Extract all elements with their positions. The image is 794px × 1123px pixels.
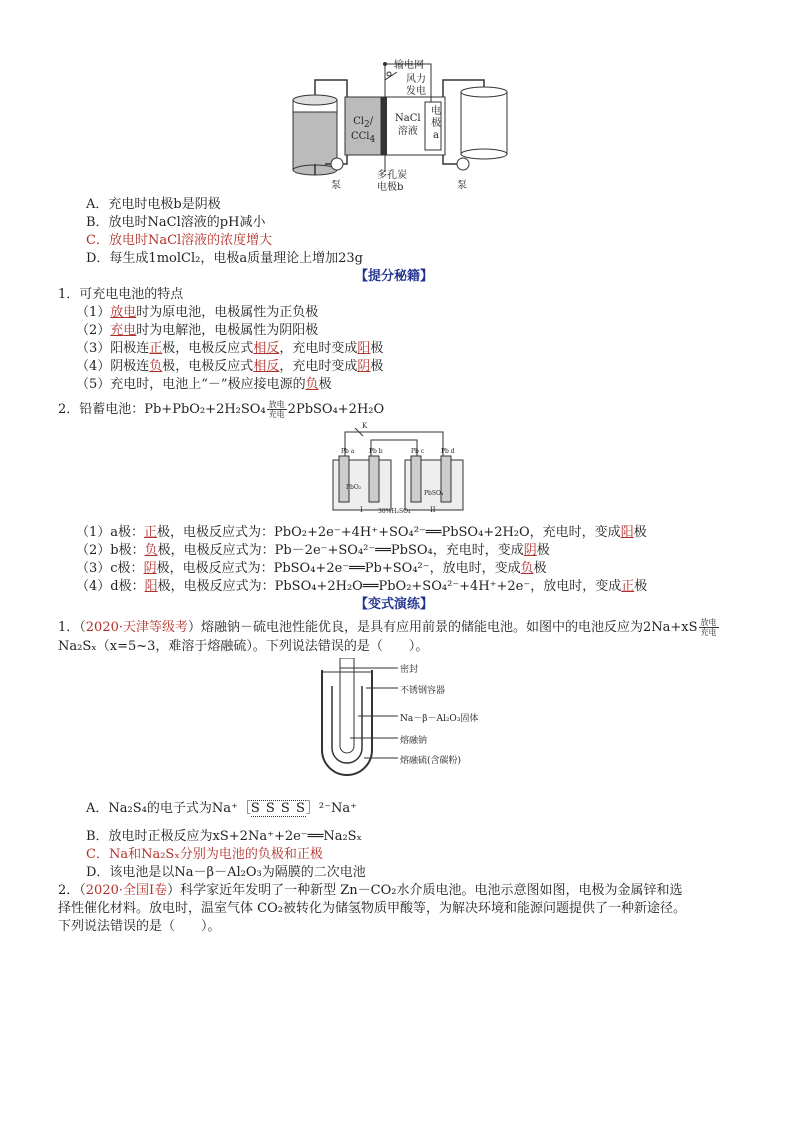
q1-line-2: Na₂Sₓ（x=5~3，难溶于熔融硫）。下列说法错误的是（ ）。 (58, 639, 429, 654)
lead-heading: 2．铅蓄电池：Pb+PbO₂+2H₂SO₄ $\frac{\text{放电}}{\text{充电}}$ 2PbSO₄+2H₂O (58, 400, 385, 419)
label-na: 熔融钠 (400, 736, 428, 746)
lead-fig-k: K (362, 422, 368, 430)
lead-fig-pb-c: Pb c (411, 448, 425, 455)
lead-battery-figure (325, 424, 465, 516)
lead-rule-1: （1）a极：正极，电极反应式为：PbO₂+2e⁻+4H⁺+SO₄²⁻══PbSO₄+2H₂O，充电时，变成阳极 (76, 525, 647, 540)
reaction-arrow: $\frac{\text{放电}}{\text{充电}}$ (268, 400, 285, 419)
section-title-tips: 【提分秘籍】 (355, 269, 434, 284)
lead-rule-2: （2）b极：负极，电极反应式为：Pb－2e⁻+SO₄²⁻══PbSO₄，充电时，变成阴极 (76, 543, 550, 558)
q1-reaction-arrow: $\frac{\text{放电}}{\text{充电}}$ (700, 618, 717, 637)
fig1-right-cell-label: NaCl 溶液 (395, 113, 421, 137)
fig1-electrode-b: 多孔炭 电极b (377, 170, 407, 193)
q1-option-b: B．放电时正极反应为xS+2Na⁺+2e⁻══Na₂Sₓ (86, 829, 363, 844)
lead-fig-pb-d: Pb d (441, 448, 455, 455)
electron-dots: S S S S (250, 801, 306, 816)
label-container: 不锈钢容器 (400, 686, 446, 696)
fig1-pump-left: 泵 (331, 180, 341, 191)
na-s-leader-lines (350, 664, 400, 774)
fig1-wind-label-2: 发电 (406, 86, 426, 97)
tip-3: （3）阳极连正极，电极反应式相反，充电时变成阳极 (76, 341, 384, 356)
q1-line-1: 1．（2020·天津等级考）熔融钠－硫电池性能优良，是具有应用前景的储能电池。如图中的电池反应为2Na+xS $\frac{\text{放电}}{\text{充电}}$ (58, 618, 717, 637)
label-s: 熔融硫(含碳粉) (400, 756, 462, 766)
lead-rule-4: （4）d极：阳极，电极反应式为：PbSO₄+2H₂O══PbO₂+SO₄²⁻+4H⁺+2e⁻，放电时，变成正极 (76, 579, 648, 594)
tip-5: （5）充电时，电池上“－”极应接电源的负极 (76, 377, 332, 392)
lead-fig-pbo2: PbO₂ (346, 484, 362, 491)
lead-fig-pb-b: Pb b (369, 448, 383, 455)
section-title-practice: 【变式演练】 (355, 597, 434, 612)
fig1-electrode-a: 电 极 a (431, 106, 441, 141)
fig1-pump-right: 泵 (457, 180, 467, 191)
q2-line-2: 择性催化材料。放电时，温室气体 CO₂被转化为储氢物质甲酸等，为解决环境和能源问题提供了一种新途径。 (58, 901, 686, 916)
lead-rule-3: （3）c极：阴极，电极反应式为：PbSO₄+2e⁻══Pb+SO₄²⁻，放电时，变成负极 (76, 561, 547, 576)
lead-fig-II: II (430, 506, 436, 514)
option-b: B．放电时NaCl溶液的pH减小 (86, 215, 266, 230)
label-seal: 密封 (400, 665, 419, 675)
lead-fig-acid: 30%H₂SO₄ (378, 508, 411, 515)
q1-option-a: A．Na₂S₄的电子式为Na⁺［S S S S］²⁻Na⁺ (86, 801, 357, 816)
q1-option-d: D．该电池是以Na－β－Al₂O₃为隔膜的二次电池 (86, 865, 366, 880)
q1-option-c: C．Na和Na₂Sₓ分别为电池的负极和正极 (86, 847, 323, 862)
fig1-left-cell-label: $Cl_2/$ CCl$_4$ (351, 116, 376, 145)
fig1-wind-label: 风力 (406, 74, 426, 85)
fig1-grid-label: 输电网 (394, 60, 424, 71)
lead-fig-I: I (360, 506, 363, 514)
lead-fig-pbso4: PbSO₄ (424, 490, 444, 497)
tips-heading: 1．可充电电池的特点 (58, 287, 184, 302)
q2-line-3: 下列说法错误的是（ ）。 (58, 919, 221, 934)
lead-fig-pb-a: Pb a (341, 448, 355, 455)
option-d: D．每生成1molCl₂，电极a质量理论上增加23g (86, 251, 363, 266)
option-a: A．充电时电极b是阴极 (86, 197, 221, 212)
q2-line-1: 2．（2020·全国Ⅰ卷）科学家近年发明了一种新型 Zn－CO₂水介质电池。电池示意图如图，电极为金属锌和选 (58, 883, 683, 898)
tip-4: （4）阴极连负极，电极反应式相反，充电时变成阴极 (76, 359, 384, 374)
option-c: C．放电时NaCl溶液的浓度增大 (86, 233, 273, 248)
tip-1: （1）放电时为原电池，电极属性为正负极 (76, 305, 319, 320)
tip-2: （2）充电时为电解池，电极属性为阴阳极 (76, 323, 319, 338)
label-solid: Na－β－Al₂O₃固体 (400, 714, 479, 724)
